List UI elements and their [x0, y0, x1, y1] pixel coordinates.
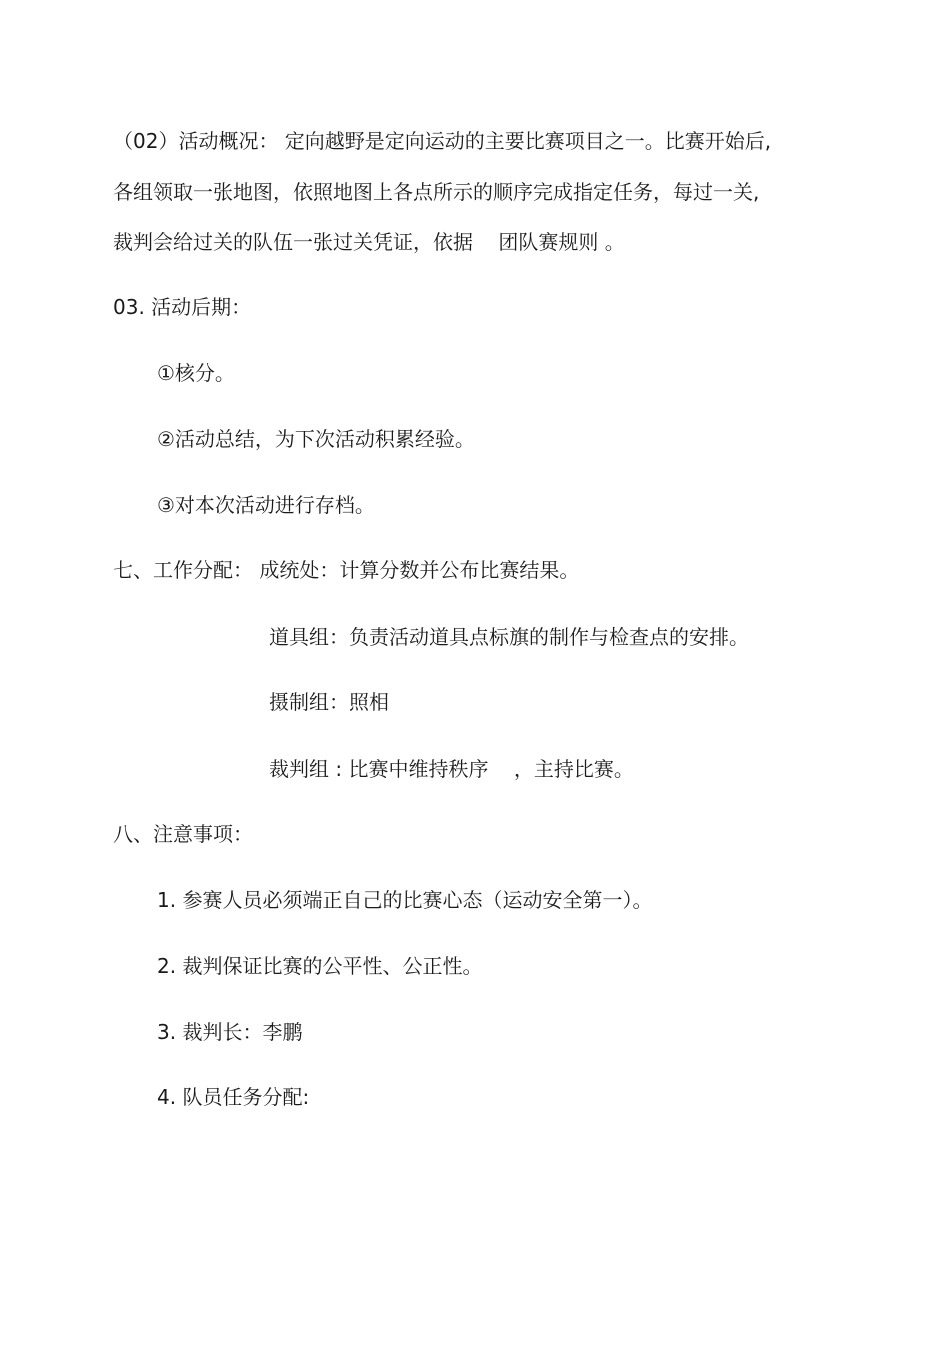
post-activity-heading: 03. 活动后期： [113, 295, 252, 319]
work-allocation-heading: 七、工作分配： 成统处：计算分数并公布比赛结果。 [113, 558, 580, 582]
notes-item-4: 4. 队员任务分配: [157, 1085, 310, 1109]
post-activity-item-1: ①核分。 [157, 361, 235, 385]
notes-item-3: 3. 裁判长：李鹏 [157, 1020, 303, 1044]
post-activity-item-2: ②活动总结，为下次活动积累经验。 [157, 427, 475, 451]
work-allocation-item-referee: 裁判组 : 比赛中维持秩序 ，主持比赛。 [269, 757, 634, 781]
notes-item-1: 1. 参赛人员必须端正自己的比赛心态（运动安全第一）。 [157, 888, 653, 912]
work-allocation-item-props: 道具组：负责活动道具点标旗的制作与检查点的安排。 [269, 625, 749, 649]
overview-line-1: （02）活动概况： 定向越野是定向运动的主要比赛项目之一。比赛开始后, [113, 129, 772, 153]
post-activity-item-3: ③对本次活动进行存档。 [157, 493, 375, 517]
notes-heading: 八、注意事项： [113, 822, 253, 846]
notes-item-2: 2. 裁判保证比赛的公平性、公正性。 [157, 954, 483, 978]
work-allocation-item-photo: 摄制组：照相 [269, 690, 389, 714]
overview-line-2: 各组领取一张地图，依照地图上各点所示的顺序完成指定任务，每过一关, [113, 180, 760, 204]
overview-line-3: 裁判会给过关的队伍一张过关凭证，依据 团队赛规则 。 [113, 230, 625, 254]
